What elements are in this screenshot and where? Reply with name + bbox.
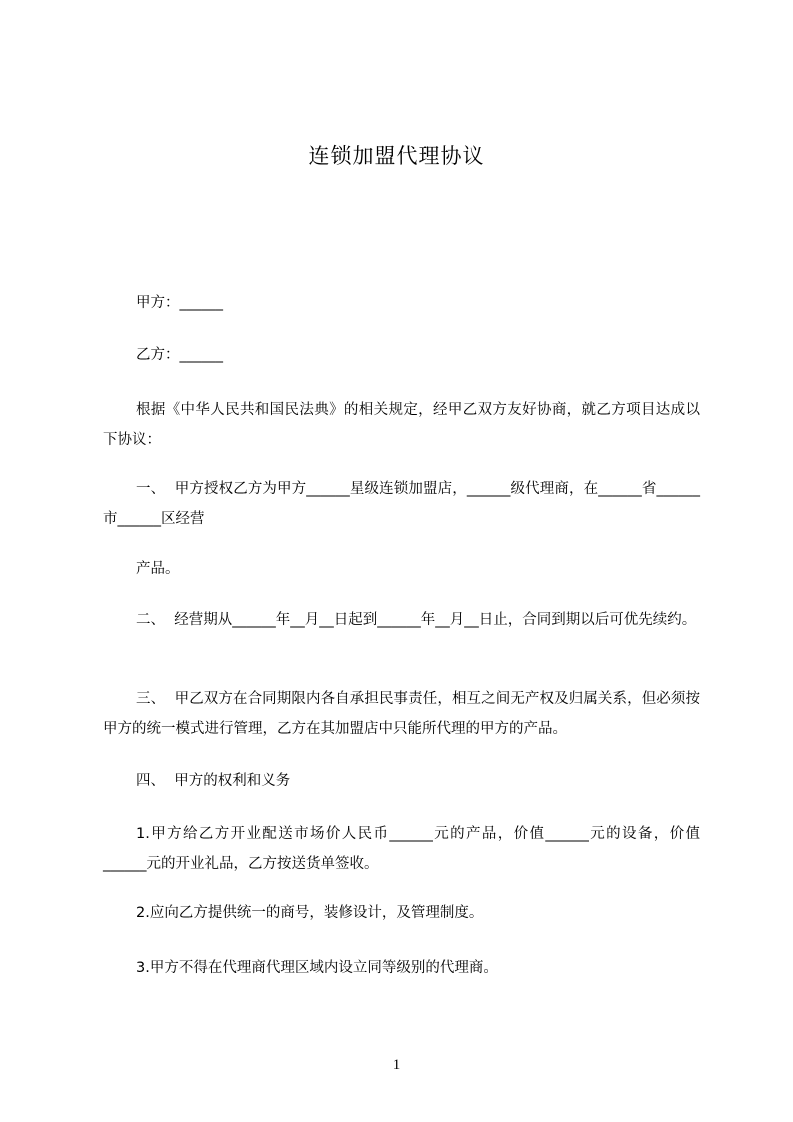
page-number: 1 xyxy=(392,1057,401,1073)
document-title: 连锁加盟代理协议 xyxy=(308,144,485,168)
clause-3: 三、 甲乙双方在合同期限内各自承担民事责任，相互之间无产权及归属关系，但必须按甲方的统一模式进行管理，乙方在其加盟店中只能所代理的甲方的产品。 xyxy=(103,691,700,737)
clause-4-item-3: 3.甲方不得在代理商代理区域内设立同等级别的代理商。 xyxy=(136,960,498,976)
clause-1: 一、 甲方授权乙方为甲方______星级连锁加盟店，______级代理商，在______省______市______区经营 xyxy=(103,481,700,527)
clause-4-item-2: 2.应向乙方提供统一的商号，装修设计，及管理制度。 xyxy=(136,905,484,921)
clause-4-heading: 四、 甲方的权利和义务 xyxy=(136,773,291,789)
party-b-line: 乙方：______ xyxy=(136,347,223,363)
clause-2: 二、 经营期从______年__月__日起到______年__月__日止，合同到期以后可优先续约。 xyxy=(136,612,697,628)
party-a-line: 甲方：______ xyxy=(136,295,223,311)
clause-4-item-1: 1.甲方给乙方开业配送市场价人民币______元的产品，价值______元的设备，价值______元的开业礼品，乙方按送货单签收。 xyxy=(103,826,700,872)
clause-1-continuation: 产品。 xyxy=(136,561,180,577)
intro-paragraph: 根据《中华人民共和国民法典》的相关规定，经甲乙双方友好协商，就乙方项目达成以下协议： xyxy=(103,402,700,448)
